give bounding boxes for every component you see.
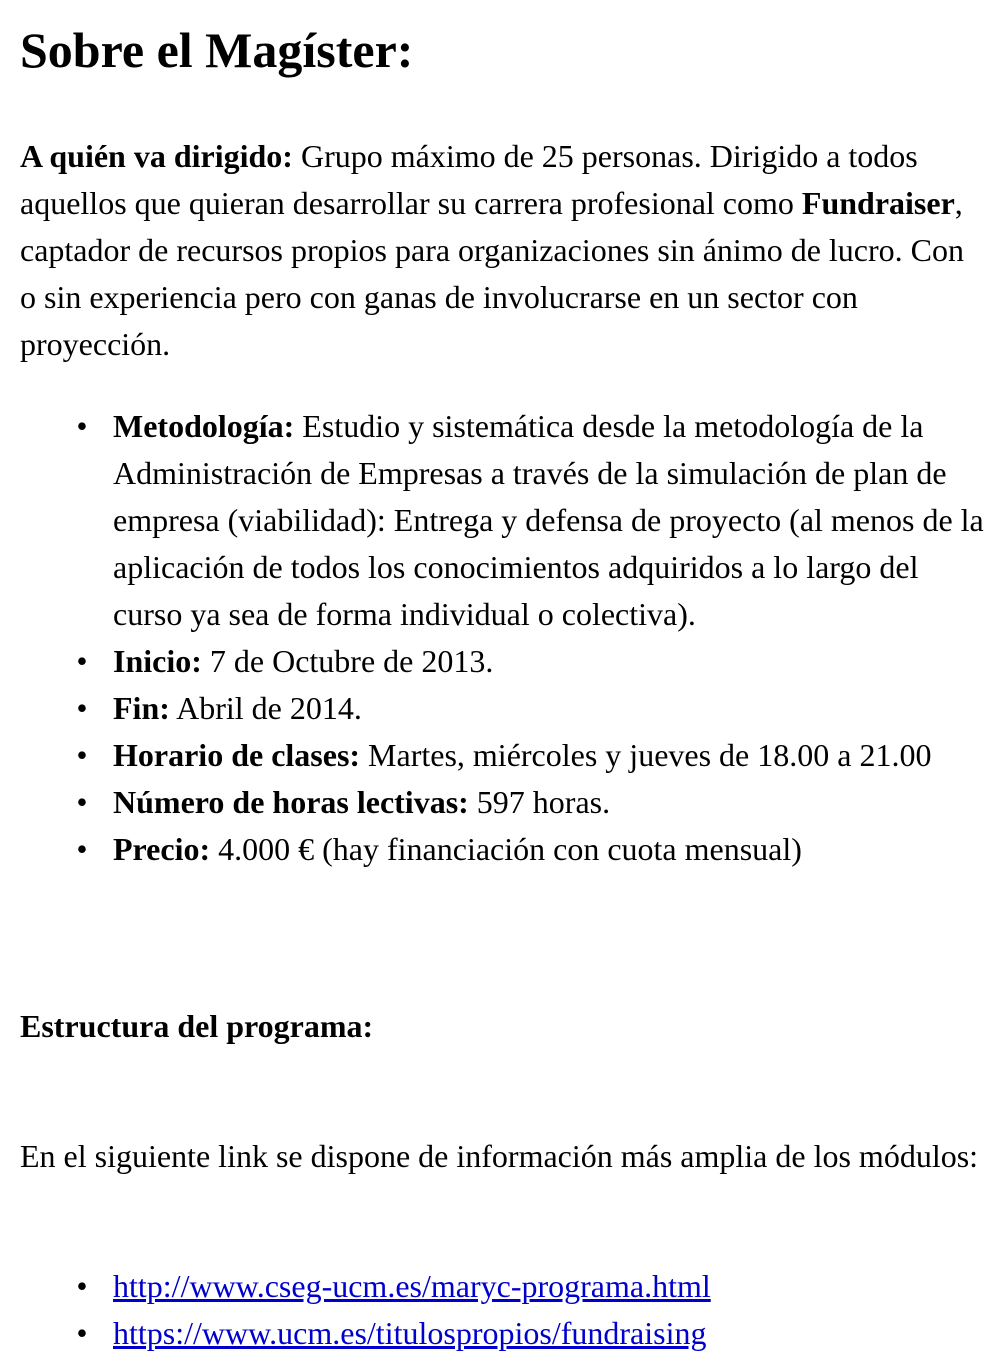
details-item-horario [20,732,985,779]
details-label: Inicio: [113,643,202,679]
page-title: Sobre el Magíster: [20,22,414,78]
details-label: Fin: [113,690,170,726]
intro-text-2: , captador de recursos propios para organizaciones sin ánimo de lucro. Con o sin experiencia pero con ganas de involucrarse en un sector con proyección. [20,185,964,362]
details-item-fin [20,685,985,732]
details-value: 597 horas. [468,784,611,820]
program-link-ucm[interactable]: https://www.ucm.es/titulospropios/fundraising [113,1315,707,1351]
links-item [20,1263,985,1310]
details-item-horas [20,779,985,826]
structure-heading: Estructura del programa: [20,1008,374,1044]
details-list [20,403,985,873]
details-label: Precio: [113,831,211,867]
details-value: Estudio y sistemática desde la metodología de la Administración de Empresas a través de la simulación de plan de empresa (viabilidad): Entrega y defensa de proyecto (al menos de la aplicación de todos los conocimientos adquiridos a lo largo del curso ya sea de forma individual o colectiva). [113,408,984,632]
bullet-icon: • [76,408,88,444]
details-label: Metodología: [113,408,295,444]
details-value: Abril de 2014. [169,690,362,726]
bullet-icon: • [76,643,88,679]
links-list [20,1263,985,1357]
details-item-inicio [20,638,985,685]
bullet-icon: • [76,737,88,773]
details-label: Horario de clases: [113,737,361,773]
intro-text-1: Grupo máximo de 25 personas. Dirigido a todos aquellos que quieran desarrollar su carrera profesional como [20,138,918,221]
bullet-icon: • [76,784,88,820]
links-item [20,1310,985,1357]
intro-paragraph [20,133,980,368]
program-link-cseg[interactable]: http://www.cseg-ucm.es/maryc-programa.html [113,1268,711,1304]
bullet-icon: • [76,1268,88,1304]
intro-highlight: Fundraiser [801,185,955,221]
details-value: Martes, miércoles y jueves de 18.00 a 21.00 [360,737,932,773]
bullet-icon: • [76,1315,88,1351]
intro-label: A quién va dirigido: [20,138,293,174]
details-value: 4.000 € (hay financiación con cuota mensual) [210,831,802,867]
details-value: 7 de Octubre de 2013. [201,643,494,679]
modules-paragraph: En el siguiente link se dispone de información más amplia de los módulos: [20,1138,979,1174]
bullet-icon: • [76,690,88,726]
details-item-metodologia [20,403,985,638]
details-label: Número de horas lectivas: [113,784,469,820]
bullet-icon: • [76,831,88,867]
details-item-precio [20,826,985,873]
